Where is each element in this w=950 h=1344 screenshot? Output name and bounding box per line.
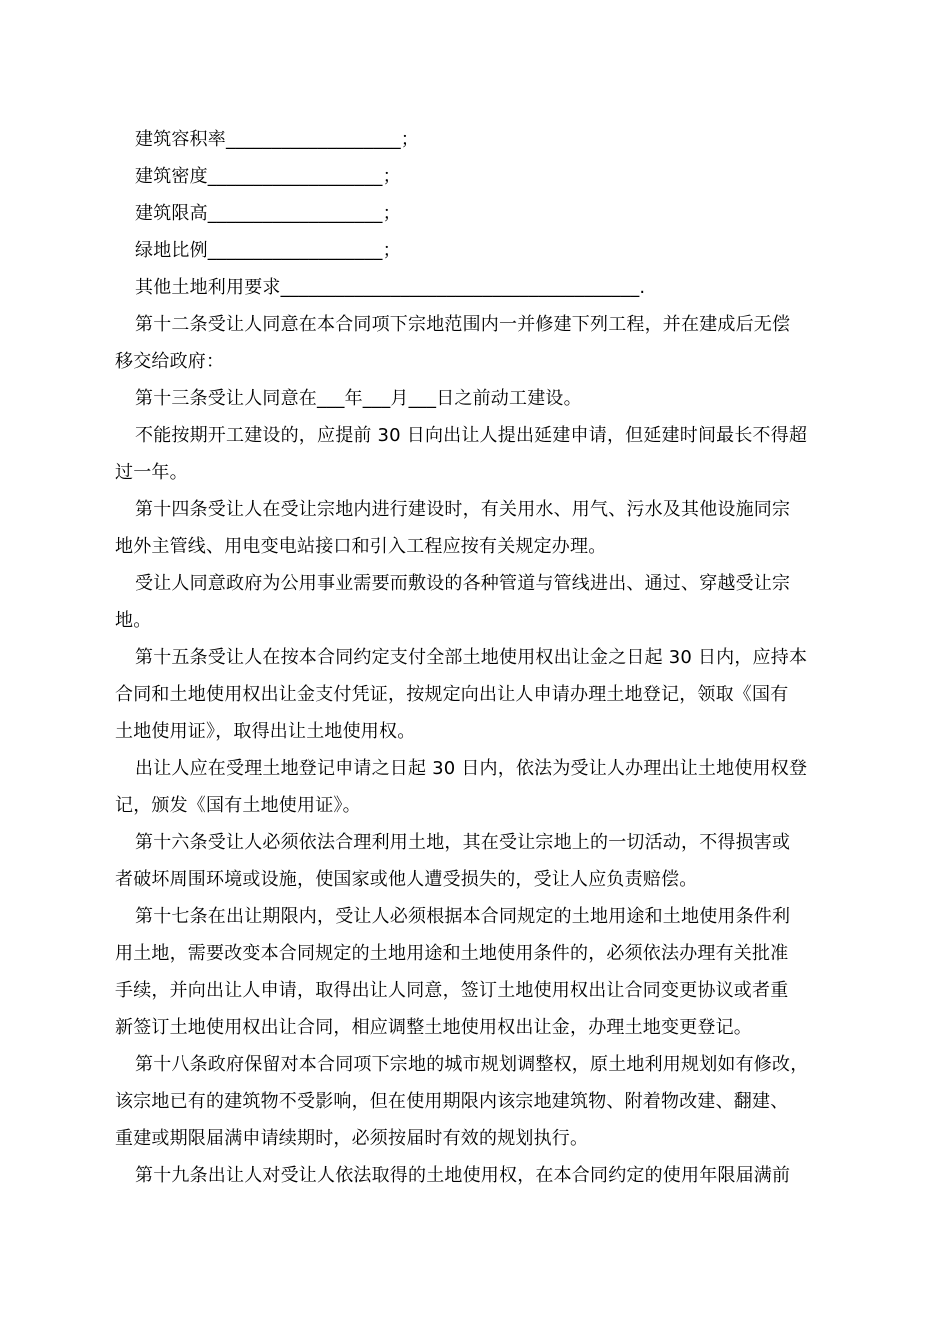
article-13-para-2-line-1: 不能按期开工建设的，应提前 30 日向出让人提出延建申请，但延建时间最长不得超 [135, 425, 808, 446]
article-15-para-2-line-1: 出让人应在受理土地登记申请之日起 30 日内，依法为受让人办理出让土地使用权登 [135, 758, 808, 779]
article-12-line-1: 第十二条受让人同意在本合同项下宗地范围内一并修建下列工程，并在建成后无偿 [135, 314, 791, 335]
plot-ratio-line: 建筑容积率___________________； [135, 129, 419, 150]
building-density-line: 建筑密度___________________； [135, 166, 401, 187]
article-15-para-2-line-2: 记，颁发《国有土地使用证》。 [115, 795, 361, 816]
green-ratio-line: 绿地比例___________________； [135, 240, 401, 261]
article-17-line-1: 第十七条在出让期限内，受让人必须根据本合同规定的土地用途和土地使用条件利 [135, 906, 791, 927]
article-14-line-2: 地外主管线、用电变电站接口和引入工程应按有关规定办理。 [115, 536, 607, 557]
other-requirements-line: 其他土地利用要求_______________________________________. [135, 277, 646, 298]
article-16-line-2: 者破坏周围环境或设施，使国家或他人遭受损失的，受让人应负责赔偿。 [115, 869, 698, 890]
article-14-para-2-line-2: 地。 [115, 610, 152, 631]
article-13-para-2-line-2: 过一年。 [115, 462, 188, 483]
article-19-line-1: 第十九条出让人对受让人依法取得的土地使用权，在本合同约定的使用年限届满前 [135, 1165, 791, 1186]
article-15-line-1: 第十五条受让人在按本合同约定支付全部土地使用权出让金之日起 30 日内，应持本 [135, 647, 808, 668]
article-16-line-1: 第十六条受让人必须依法合理利用土地，其在受让宗地上的一切活动，不得损害或 [135, 832, 791, 853]
height-limit-line: 建筑限高___________________； [135, 203, 401, 224]
article-17-line-3: 手续，并向出让人申请，取得出让人同意，签订土地使用权出让合同变更协议或者重 [115, 980, 789, 1001]
article-15-line-2: 合同和土地使用权出让金支付凭证，按规定向出让人申请办理土地登记，领取《国有 [115, 684, 789, 705]
article-12-line-2: 移交给政府： [115, 351, 225, 372]
article-17-line-2: 用土地，需要改变本合同规定的土地用途和土地使用条件的，必须依法办理有关批准 [115, 943, 789, 964]
article-18-line-2: 该宗地已有的建筑物不受影响，但在使用期限内该宗地建筑物、附着物改建、翻建、 [115, 1091, 789, 1112]
article-15-line-3: 土地使用证》，取得出让土地使用权。 [115, 721, 416, 742]
article-14-line-1: 第十四条受让人在受让宗地内进行建设时，有关用水、用气、污水及其他设施同宗 [135, 499, 791, 520]
article-14-para-2-line-1: 受让人同意政府为公用事业需要而敷设的各种管道与管线进出、通过、穿越受让宗 [135, 573, 791, 594]
article-13-line-1: 第十三条受让人同意在___年___月___日之前动工建设。 [135, 388, 582, 409]
article-18-line-3: 重建或期限届满申请续期时，必须按届时有效的规划执行。 [115, 1128, 589, 1149]
article-18-line-1: 第十八条政府保留对本合同项下宗地的城市规划调整权，原土地利用规划如有修改， [135, 1054, 809, 1075]
article-17-line-4: 新签订土地使用权出让合同，相应调整土地使用权出让金，办理土地变更登记。 [115, 1017, 752, 1038]
